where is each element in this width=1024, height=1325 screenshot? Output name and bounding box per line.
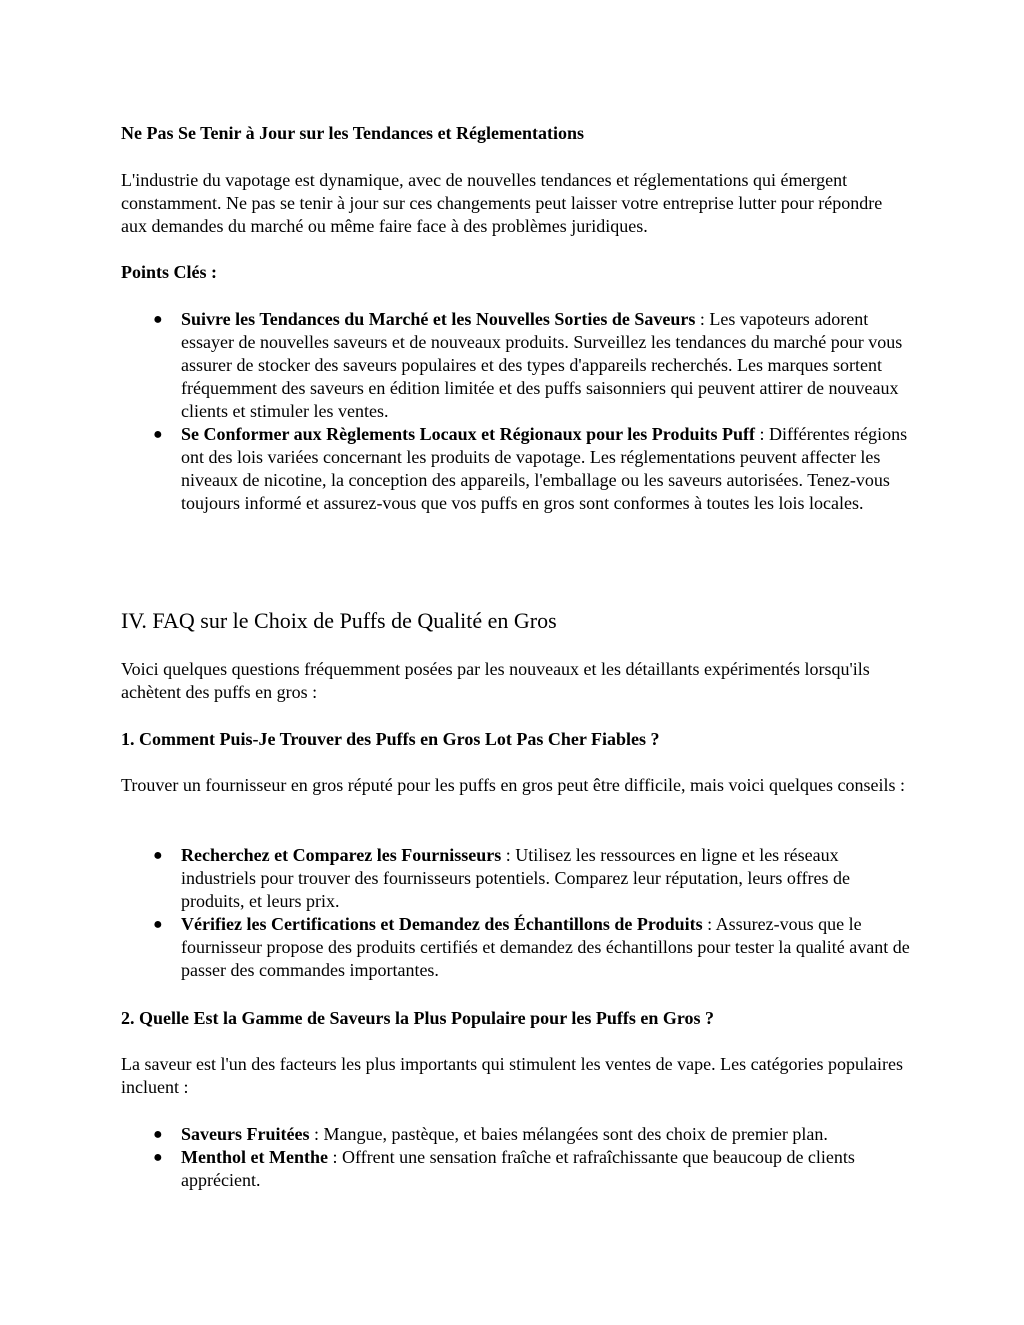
paragraph: Voici quelques questions fréquemment posées par les nouveaux et les détaillants expérimentés lorsqu'ils achètent des puffs en gros : bbox=[121, 659, 870, 702]
section-title: IV. FAQ sur le Choix de Puffs de Qualité en Gros bbox=[121, 608, 557, 633]
bullet-text: : Différentes régions ont des lois variées concernant les produits de vapotage. Les réglementations peuvent affecter les niveaux de nicotine, la conception des appareils, l'emballage ou les saveurs autorisées. Tenez-vous toujours informé et assurez-vous que vos puffs en gros sont conformes à toutes les lois locales. bbox=[181, 424, 908, 513]
section-heading: Ne Pas Se Tenir à Jour sur les Tendances et Réglementations bbox=[121, 123, 585, 143]
bullet-title: Vérifiez les Certifications et Demandez des Échantillons de Produits bbox=[181, 914, 703, 934]
bullet-text: : Les vapoteurs adorent essayer de nouvelles saveurs et de nouveaux produits. Surveillez les tendances du marché pour vous assurer de stocker des saveurs populaires et des types d'appareils recherchés. Les marques sortent fréquemment des saveurs en édition limitée et des puffs saisonniers qui peuvent attirer de nouveaux clients et stimuler les ventes. bbox=[181, 309, 903, 421]
list-item bbox=[121, 1146, 911, 1192]
bullet-text: : Utilisez les ressources en ligne et les réseaux industriels pour trouver des fournisseurs potentiels. Comparez leur réputation, leurs offres de produits, et leurs prix. bbox=[181, 845, 850, 911]
bullet-title: Menthol et Menthe bbox=[181, 1147, 328, 1167]
bullet-icon: ● bbox=[153, 426, 163, 443]
bullet-list bbox=[121, 308, 911, 515]
bullet-title: Recherchez et Comparez les Fournisseurs bbox=[181, 845, 502, 865]
list-item bbox=[121, 423, 911, 515]
bullet-title: Saveurs Fruitées bbox=[181, 1124, 310, 1144]
bullet-text: : Assurez-vous que le fournisseur propose des produits certifiés et demandez des échantillons pour tester la qualité avant de passer des commandes importantes. bbox=[181, 914, 910, 980]
bullet-icon: ● bbox=[153, 311, 163, 328]
points-label: Points Clés : bbox=[121, 262, 217, 282]
paragraph: Trouver un fournisseur en gros réputé pour les puffs en gros peut être difficile, mais voici quelques conseils : bbox=[121, 775, 906, 795]
bullet-title: Suivre les Tendances du Marché et les Nouvelles Sorties de Saveurs bbox=[181, 309, 696, 329]
list-item bbox=[121, 1123, 911, 1146]
question-heading: 1. Comment Puis-Je Trouver des Puffs en Gros Lot Pas Cher Fiables ? bbox=[121, 729, 660, 749]
question-heading: 2. Quelle Est la Gamme de Saveurs la Plus Populaire pour les Puffs en Gros ? bbox=[121, 1008, 715, 1028]
bullet-text: : Mangue, pastèque, et baies mélangées sont des choix de premier plan. bbox=[309, 1124, 828, 1144]
paragraph: L'industrie du vapotage est dynamique, avec de nouvelles tendances et réglementations qui émergent constamment. Ne pas se tenir à jour sur ces changements peut laisser votre entreprise lutter pour répondre aux demandes du marché ou même faire face à des problèmes juridiques. bbox=[121, 170, 883, 236]
list-item bbox=[121, 844, 911, 913]
list-item bbox=[121, 308, 911, 423]
list-item bbox=[121, 913, 911, 982]
paragraph: La saveur est l'un des facteurs les plus importants qui stimulent les ventes de vape. Les catégories populaires incluent : bbox=[121, 1054, 904, 1097]
bullet-icon: ● bbox=[153, 847, 163, 864]
bullet-text: : Offrent une sensation fraîche et rafraîchissante que beaucoup de clients apprécient. bbox=[181, 1147, 855, 1190]
bullet-list bbox=[121, 1123, 911, 1192]
bullet-icon: ● bbox=[153, 1126, 163, 1143]
bullet-list bbox=[121, 844, 911, 982]
bullet-title: Se Conformer aux Règlements Locaux et Régionaux pour les Produits Puff bbox=[181, 424, 755, 444]
bullet-icon: ● bbox=[153, 1149, 163, 1166]
bullet-icon: ● bbox=[153, 916, 163, 933]
